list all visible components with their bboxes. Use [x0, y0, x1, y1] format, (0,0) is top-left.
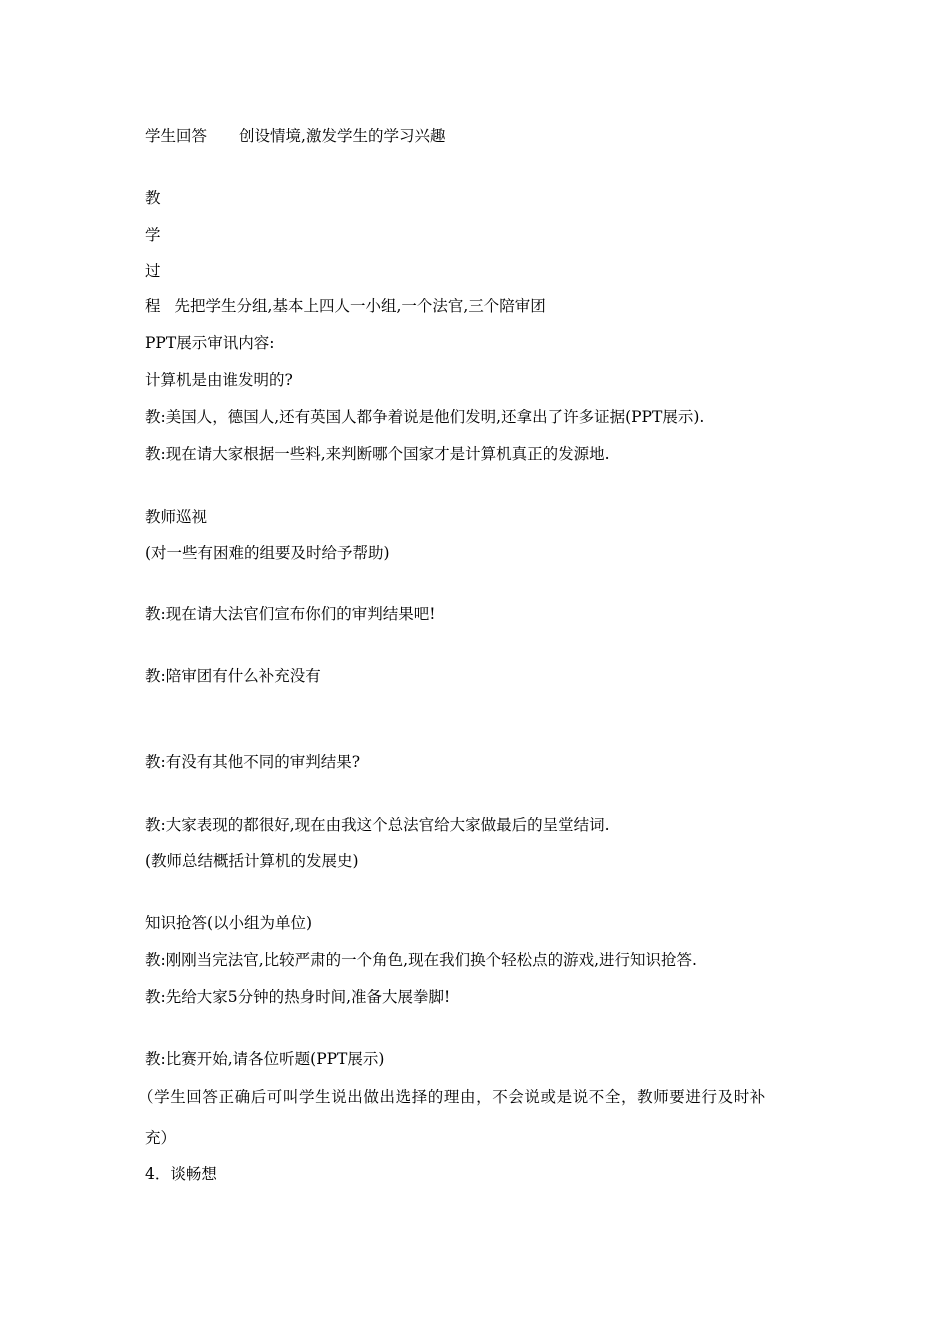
- teacher-line-9: 教:比赛开始,请各位听题(PPT展示): [145, 1050, 385, 1068]
- teacher-line-7: 教:刚刚当完法官,比较严肃的一个角色,现在我们换个轻松点的游戏,进行知识抢答.: [145, 951, 697, 969]
- teacher-line-8: 教:先给大家5分钟的热身时间,准备大展拳脚!: [145, 988, 451, 1006]
- row-student-answer: [145, 126, 445, 146]
- student-answer-text: 学生回答: [145, 127, 208, 145]
- teacher-line-3: 教:现在请大法官们宣布你们的审判结果吧!: [145, 605, 436, 623]
- teacher-line-1: 教:美国人，德国人,还有英国人都争着说是他们发明,还拿出了许多证据(PPT展示).: [145, 408, 705, 426]
- question-line: 计算机是由谁发明的?: [145, 371, 293, 389]
- answer-note-line-1: （学生回答正确后可叫学生说出做出选择的理由，不会说或是说不全，教师要进行及时补: [138, 1088, 766, 1106]
- design-intent-text: 创设情境,激发学生的学习兴趣: [239, 127, 446, 145]
- quiz-title-line: 知识抢答(以小组为单位): [145, 914, 313, 932]
- vertical-label-char-1: 教: [145, 189, 161, 207]
- row-process-group: [145, 296, 546, 316]
- vertical-label-char-3: 过: [145, 262, 161, 280]
- ppt-content-line: PPT展示审讯内容:: [145, 334, 275, 352]
- teacher-line-5: 教:有没有其他不同的审判结果?: [145, 753, 361, 771]
- vertical-label-char-4: 程: [145, 297, 161, 315]
- group-instruction-text: 先把学生分组,基本上四人一小组,一个法官,三个陪审团: [174, 297, 546, 315]
- section-4-heading: 4．谈畅想: [145, 1165, 217, 1183]
- teacher-line-4: 教:陪审团有什么补充没有: [145, 667, 321, 685]
- answer-note-line-2: 充）: [145, 1129, 177, 1147]
- teacher-line-6: 教:大家表现的都很好,现在由我这个总法官给大家做最后的呈堂结词.: [145, 816, 610, 834]
- teacher-patrol-line: 教师巡视: [145, 508, 208, 526]
- summary-note-line: (教师总结概括计算机的发展史): [145, 852, 359, 870]
- help-note-line: (对一些有困难的组要及时给予帮助): [145, 544, 390, 562]
- vertical-label-char-2: 学: [145, 226, 161, 244]
- teacher-line-2: 教:现在请大家根据一些料,来判断哪个国家才是计算机真正的发源地.: [145, 445, 610, 463]
